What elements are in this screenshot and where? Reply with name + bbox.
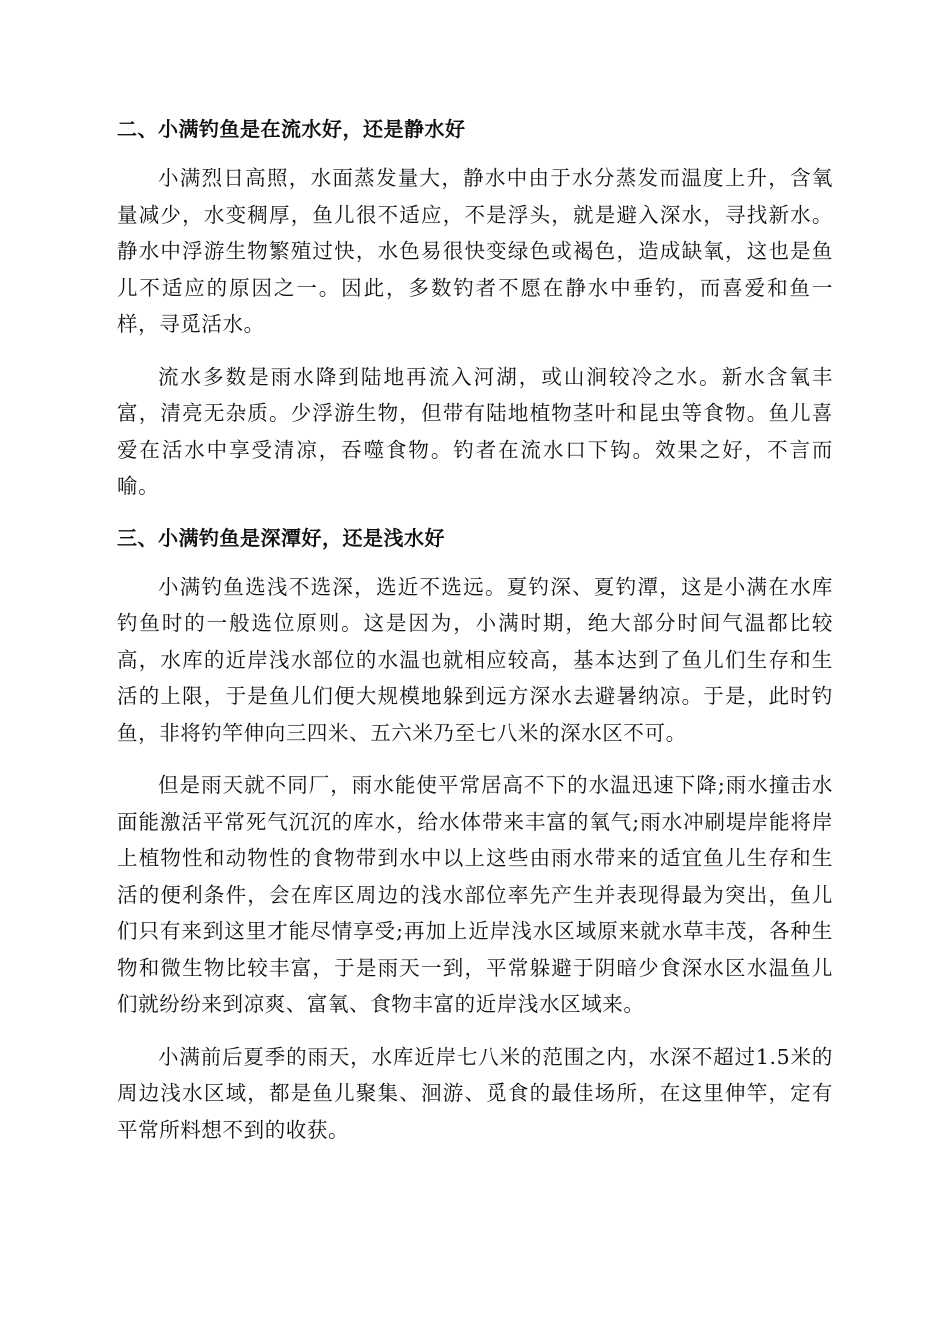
paragraph: 小满钓鱼选浅不选深，选近不选远。夏钓深、夏钓潭，这是小满在水库钓鱼时的一般选位原则。这是因为，小满时期，绝大部分时间气温都比较高，水库的近岸浅水部位的水温也就相应较高，基本达到了鱼儿们生存和生活的上限，于是鱼儿们便大规模地躲到远方深水去避暑纳凉。于是，此时钓鱼，非将钓竿伸向三四米、五六米乃至七八米的深水区不可。 bbox=[117, 574, 833, 745]
section-heading: 二、小满钓鱼是在流水好，还是静水好 bbox=[117, 117, 466, 141]
section-deep-vs-shallow-water bbox=[117, 521, 833, 1149]
paragraph: 小满烈日高照，水面蒸发量大，静水中由于水分蒸发而温度上升，含氧量减少，水变稠厚，鱼儿很不适应，不是浮头，就是避入深水，寻找新水。静水中浮游生物繁殖过快，水色易很快变绿色或褐色，造成缺氧，这也是鱼儿不适应的原因之一。因此，多数钓者不愿在静水中垂钓，而喜爱和鱼一样，寻觅活水。 bbox=[117, 166, 833, 336]
paragraph: 流水多数是雨水降到陆地再流入河湖，或山涧较冷之水。新水含氧丰富，清亮无杂质。少浮游生物，但带有陆地植物茎叶和昆虫等食物。鱼儿喜爱在活水中享受清凉，吞噬食物。钓者在流水口下钩。效果之好，不言而喻。 bbox=[117, 364, 833, 498]
paragraph: 小满前后夏季的雨天，水库近岸七八米的范围之内，水深不超过1.5米的周边浅水区域，都是鱼儿聚集、洄游、觅食的最佳场所，在这里伸竿，定有平常所料想不到的收获。 bbox=[117, 1044, 833, 1142]
paragraph: 但是雨天就不同厂，雨水能使平常居高不下的水温迅速下降;雨水撞击水面能激活平常死气沉沉的库水，给水体带来丰富的氧气;雨水冲刷堤岸能将岸上植物性和动物性的食物带到水中以上这些由雨水带来的适宜鱼儿生存和生活的便利条件，会在库区周边的浅水部位率先产生并表现得最为突出，鱼儿们只有来到这里才能尽情享受;再加上近岸浅水区域原来就水草丰茂，各种生物和微生物比较丰富，于是雨天一到，平常躲避于阴暗少食深水区水温鱼儿们就纷纷来到凉爽、富氧、食物丰富的近岸浅水区域来。 bbox=[117, 773, 833, 1016]
section-flowing-vs-still-water bbox=[117, 112, 833, 505]
document-page bbox=[117, 112, 833, 1164]
section-heading: 三、小满钓鱼是深潭好，还是浅水好 bbox=[117, 525, 445, 550]
